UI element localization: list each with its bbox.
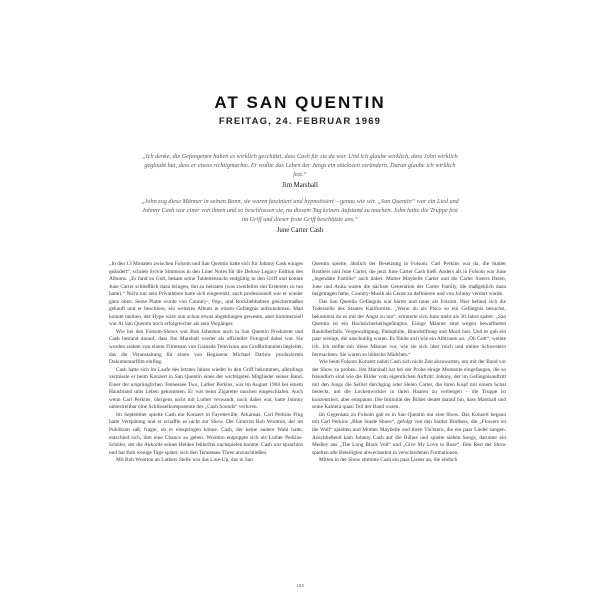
page-number: 163 (296, 583, 304, 588)
body-column-left (109, 261, 303, 465)
article-date: FREITAG, 24. FEBRUAR 1969 (218, 116, 382, 127)
body-paragraph: Mitten in der Show stimmte Cash ein paar Lieder an, die einfach (319, 457, 458, 464)
quote-text: „Ich denke, die Gefangenen haben es wirklich geschätzt, dass Cash für sie da war. Und ich glaube wirklich, dass John wirklich geglaubt hat, dass er etwas richtigmachte. Er wollte das Leben der Jungs ein stückweit verändern. Daran glaube ich wirklich fest.“ (142, 153, 458, 179)
article-title: AT SAN QUENTIN (214, 93, 386, 112)
body-paragraph: „In den 13 Monaten zwischen Folsom und San Quentin hatte sich für Johnny Cash einiges geändert“, schrieb Sylvie Simmons in den Liner Notes für die Deluxe Legacy Edition des Albums. „Er fand zu Gott, bekam seine Tablettensucht endgültig in den Griff und konnte June Carter schließlich dazu bringen, ihn zu heiraten (was zweifellos mit Ersterem zu tun hatte).“ Nicht nur sein Privatleben hatte sich eingerenkt, auch professionell war er wieder ganz oben. Seine Platte wurde von Country-, Pop-, und Rockliebhabern gleichermaßen gekauft und er beschloss, ein weiteres Album in einem Gefängnis aufzunehmen. Man konnte meinen, der Hype wäre nun schon etwas abgeklungen gewesen, aber kommerziell war At San Quentin noch erfolgreicher als sein Vorgänger. (109, 261, 303, 328)
pull-quote (140, 152, 460, 190)
body-paragraph: Quentin spielte, ähnlich der Besetzung in Folsom. Carl Perkins war da, die Statler Brothers und June Carter, die jetzt June Carter Cash hieß. Anders als in Folsom war June „legendäre Familie“ auch dabei: Mutter Maybelle Carter und die Carter Sisters Helen, June und Anita waren die nächste Generation der Carter Family, die maßgeblich dazu beigetragen hatte, Country-Musik als Genre zu definieren und von Johnny verehrt wurde. (312, 261, 506, 298)
body-paragraph: Wie bei den Folsom-Shows war Bob Johnston auch in San Quentin Produzent und Cash bestand darauf, dass Jim Marshall wieder als offizieller Fotograf dabei war. Sie wurden zudem von einem Filmteam von Granada Television aus Großbritannien begleitet, das die Veranstaltung für einen von Regisseur Michael Darlow produzierten Dokumentarfilm einfing. (109, 328, 303, 366)
body-paragraph: Im September spielte Cash ein Konzert in Fayetteville, Arkansas. Carl Perkins Flug hatte Verspätung und er schaffte es nicht zur Show. Der Gitarrist Bob Wootton, der im Publikum saß, fragte, ob er einspringen könne. Cash, der keine andere Wahl hatte, entschied sich, ihm eine Chance zu geben. Wootton entpuppte sich als Luther Perkins-Schüler, der die Akkorde seines Helden fehlerfrei nachspielen konnte. Cash war sprachlos und hat Bob wenige Tage später, sich den Tennessee Three anzuschließen. (109, 411, 303, 456)
body-paragraph: Das San Quentin Gefängnis war härter und rauer als Folsom. Hier befand sich die Todeszelle des Staates Kalifornien. „Wenn du als Pisco so ein Gefängnis besuchst, bekommst du es mit der Angst zu tun“, erinnerte sich June mehr als 30 Jahre später. „San Quentin ist ein Hochsicherheitsgefängnis. Einige Männer sind wegen bewaffneten Raubüberfalls, Vergewaltigung, Pädophilie, Brandstiftung und Mord hier. Und es gab ein paar wenige, die unschuldig waren. Es fühlte sich wie ein Albtraum an. „Oh Gott“, weinte ich. Ich stellte mir diese Männer vor, wie sie sich über mich und meine Schwestern hermachten. Sie waren so hübsche Mädchen.“ (312, 298, 506, 358)
body-paragraph: Wie beim Folsom Konzert nahm Cash sich nicht Zeit abzuwarten, um mit der Band vor der Show zu proben. Jim Marshall hat bei der Probe einige Momente eingefangen, die so freundlich sind wie die Bilder vom eigentlichen Auftritt: Johnny, der im Gefängnisauftritt mit den Jungs die Setlist durchging oder Helen Carter, die ihren Kopf mit einem Schal bedeckt, um die Lockenwickler in ihren Haaren zu verbergen – die Truppe ist konzentriert, aber entspannt. Die Intimität der Bilder deutet darauf hin, dass Marshall und seine Kamera quasi Teil der Band waren. (312, 359, 506, 411)
quote-author: June Carter Cash (276, 226, 324, 234)
body-paragraph: Cash hatte sich im Laufe des letzten Jahres wieder in den Griff bekommen, allerdings vermisste er beim Konzert in San Quentin eines der wichtigsten Mitglieder seiner Band. Einer der ursprünglichen Tennessee Two, Luther Perkins, war im August 1968 bei einem Hausbrand ums Leben gekommen. Er war beim Zigarette rauchen eingeschlafen. Auch wenn Carl Perkins, übrigens nicht mit Luther verwandt, noch dabei war, hatte Johnny unbestreitbar eine Schlüsselkomponente des „Cash Sounds“ verloren. (109, 366, 303, 411)
quote-text: „John zog diese Männer in seinen Bann, sie waren fasziniert und hypnotisiert – genau wie wir. „San Quentin“ war ein Lied und Johnny Cash war einer von ihnen und so beschlossen sie, nu diesem Tag keinen Aufstand zu machen. John hatte die Truppe fest im Griff und dieser feste Griff beschützte uns.“ (141, 198, 459, 224)
quote-author: Jim Marshall (282, 181, 318, 189)
body-paragraph: Mit Bob Wootton an Luthers Stelle war das Line-Up, das in San (116, 457, 253, 464)
pull-quote (140, 197, 460, 235)
body-paragraph: Im Gegensatz zu Folsom gab es in San Quentin nur eine Show. Das Konzert begann mit Carl Perkins „Blue Suede Shoes“, gefolgt von den Statler Brothers, die „Flowers on the Wall“ spielten und Mother Maybelle und ihren Töchtern, die ein paar Lieder sangen. Anschließend kam Johnny Cash auf die Bühne und spielte sieben Songs, darunter ein Medley aus „The Long Black Veil“ und „Give My Love to Rose“. Den Rest der Show spielten alle Beteiligten abwechselnd in verschiedenen Formationen. (312, 411, 506, 456)
body-column-right (312, 261, 506, 465)
